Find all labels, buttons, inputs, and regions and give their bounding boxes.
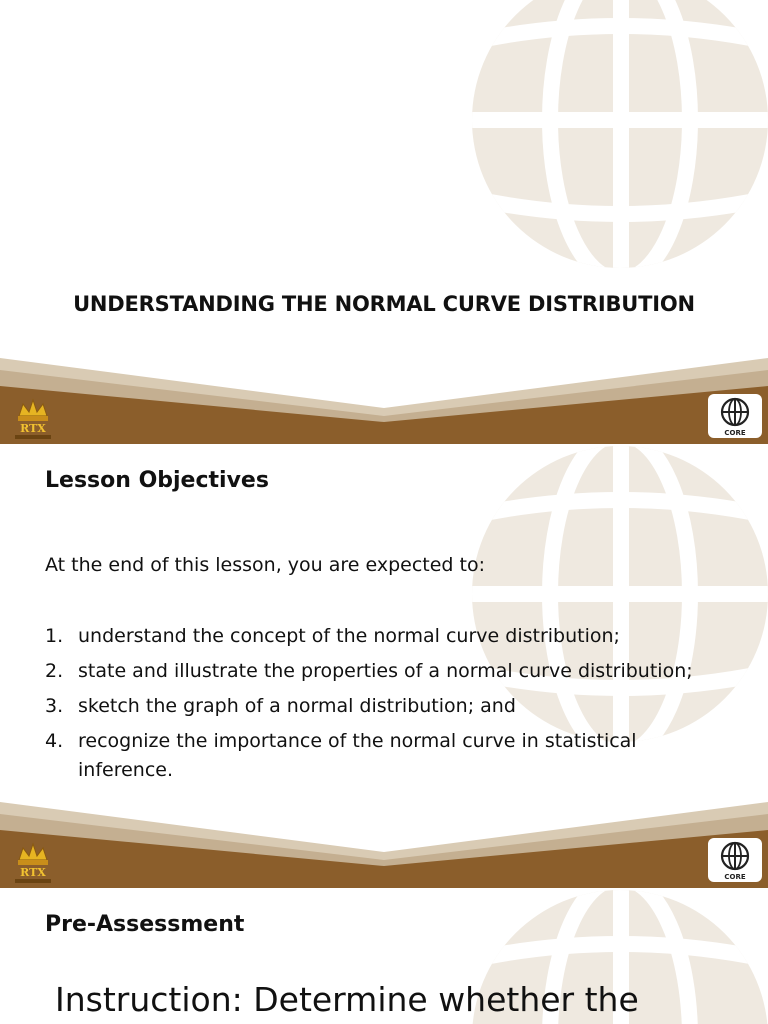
svg-text:RTX: RTX — [20, 422, 46, 435]
list-item: 4. recognize the importance of the normal curve in statistical inference. — [45, 730, 637, 781]
deck-title: UNDERSTANDING THE NORMAL CURVE DISTRIBUTION — [73, 292, 695, 316]
pre-assessment-heading: Pre-Assessment — [45, 912, 245, 937]
svg-text:CORE: CORE — [724, 429, 746, 437]
rtx-logo — [9, 840, 57, 886]
objectives-intro: At the end of this lesson, you are expected to: — [45, 554, 486, 576]
instruction-text: Instruction: Determine whether the — [55, 980, 639, 1019]
footer-band — [0, 802, 768, 888]
slide-title — [0, 0, 768, 444]
objectives-list — [45, 622, 695, 791]
slide-pre-assessment — [0, 888, 768, 1024]
list-item: 3. sketch the graph of a normal distribution; and — [45, 695, 516, 717]
rtx-logo — [9, 396, 57, 442]
footer-band — [0, 358, 768, 444]
objective-text: sketch the graph of a normal distribution; and — [78, 695, 516, 717]
core-logo — [708, 838, 762, 882]
list-item: 1. understand the concept of the normal curve distribution; — [45, 625, 620, 647]
lesson-objectives-heading: Lesson Objectives — [45, 468, 269, 493]
slide-objectives — [0, 444, 768, 888]
svg-text:RTX: RTX — [20, 866, 46, 879]
svg-text:CORE: CORE — [724, 873, 746, 881]
core-logo — [708, 394, 762, 438]
globe-watermark — [470, 0, 768, 270]
objective-text: recognize the importance of the normal curve in statistical inference. — [78, 730, 637, 781]
objective-text: understand the concept of the normal curve distribution; — [78, 625, 620, 647]
list-item: 2. state and illustrate the properties of a normal curve distribution; — [45, 660, 693, 682]
objective-text: state and illustrate the properties of a normal curve distribution; — [78, 660, 693, 682]
